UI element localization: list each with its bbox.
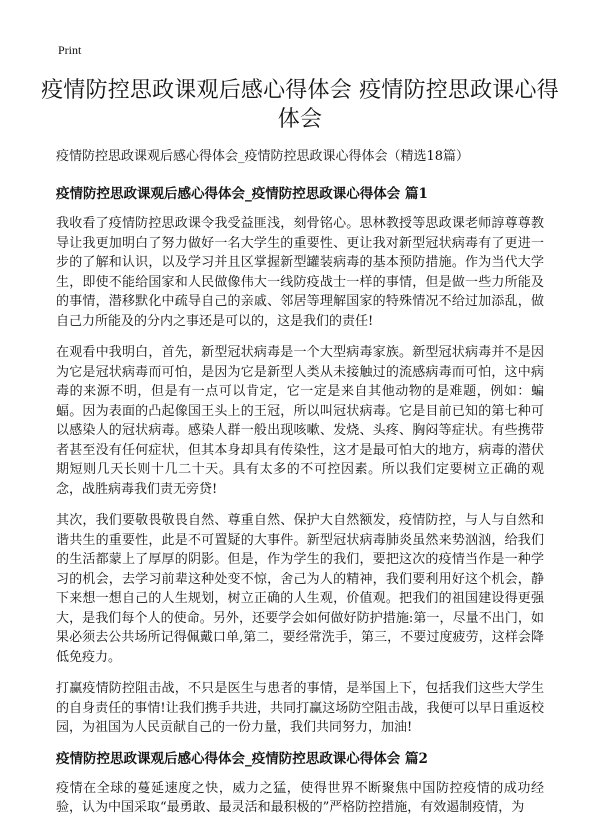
- section-heading-2: 疫情防控思政课观后感心得体会_疫情防控思政课心得体会 篇2: [56, 750, 428, 767]
- document-subtitle: 疫情防控思政课观后感心得体会_疫情防控思政课心得体会（精选18篇）: [56, 149, 470, 164]
- section-1-paragraph-4: 打赢疫情防控阻击战，不只是医生与患者的事情，是举国上下，包括我们这些大学生的自身责任的事情!让我们携手共进，共同打赢这场防空阻击战，我便可以早日重返校园，为祖国为人民贡献自己的一份力量，我们共同努力，加油!: [56, 681, 544, 735]
- section-heading-1: 疫情防控思政课观后感心得体会_疫情防控思政课心得体会 篇1: [56, 186, 428, 202]
- print-link[interactable]: Print: [58, 43, 82, 57]
- section-1-paragraph-1: 我收看了疫情防控思政课令我受益匪浅，刻骨铭心。思林教授等思政课老师諄尊尊教导让我更加明白了努力做好一名大学生的重要性、更让我对新型冠状病毒有了更进一步的了解和认识，以及学习并且区掌握新型罐装病毒的基本预防措施。作为当代大学生，即使不能给国家和人民做像伟大一线防疫战士一样的事情，但是做一些力所能及的事情，潜移默化中疏导自己的亲戚、邻居等理解国家的特殊情况不给过加添乱，做自己力所能及的分内之事还是可以的，这是我们的责任!: [56, 216, 544, 329]
- document-body: [56, 148, 544, 830]
- section-2-paragraph-1: 疫情在全球的蔓延速度之快，威力之猛，使得世界不断聚焦中国防控疫情的成功经验，认为中国采取“最勇敢、最灵活和最积极的”严格防控措施，有效遏制疫情，为: [56, 780, 544, 815]
- page-title: 疫情防控思政课观后感心得体会 疫情防控思政课心得体会: [41, 78, 559, 132]
- section-1-paragraph-2: 在观看中我明白，首先，新型冠状病毒是一个大型病毒家族。新型冠状病毒并不是因为它是冠状病毒而可怕，是因为它是新型人类从未接触过的流感病毒而可怕，这中病毒的来源不明，但是有一点可以肯定，它一定是来自其他动物的是难题，例如：蝙蝠。因为表面的凸起像国王头上的王冠，所以叫冠状病毒。它是目前已知的第七种可以感染人的冠状病毒。感染人群一般出现咳嗽、发烧、头疼、胸闷等症状。有些携带者甚至没有任何症状，但其本身却具有传染性，这才是最可怕大的地方，病毒的潜伏期短则几天长则十几二十天。具有太多的不可控因素。所以我们定要树立正确的观念，战胜病毒我们责无旁贷!: [56, 345, 544, 497]
- section-1-paragraph-3: 其次，我们要敬畏敬畏自然、尊重自然、保护大自然额发，疫情防控，与人与自然和谐共生的重要性，此是不可置疑的大事件。新型冠状病毒肺炎虽然来势汹汹，给我们的生活都蒙上了厚厚的阴影。但是，作为学生的我们，要把这次的疫情当作是一种学习的机会，去学习前辈这种处变不惊，舍己为人的精神，我们要利用好这个机会，静下来想一想自己的人生规划，树立正确的人生观，价值观。把我们的祖国建设得更强大，是我们每个人的使命。另外，还要学会如何做好防护措施:第一，尽量不出门，如果必须去公共场所记得佩戴口单,第二，要经常洗手，第三，不要过度疲劳，这样会降低免疫力。: [56, 513, 544, 665]
